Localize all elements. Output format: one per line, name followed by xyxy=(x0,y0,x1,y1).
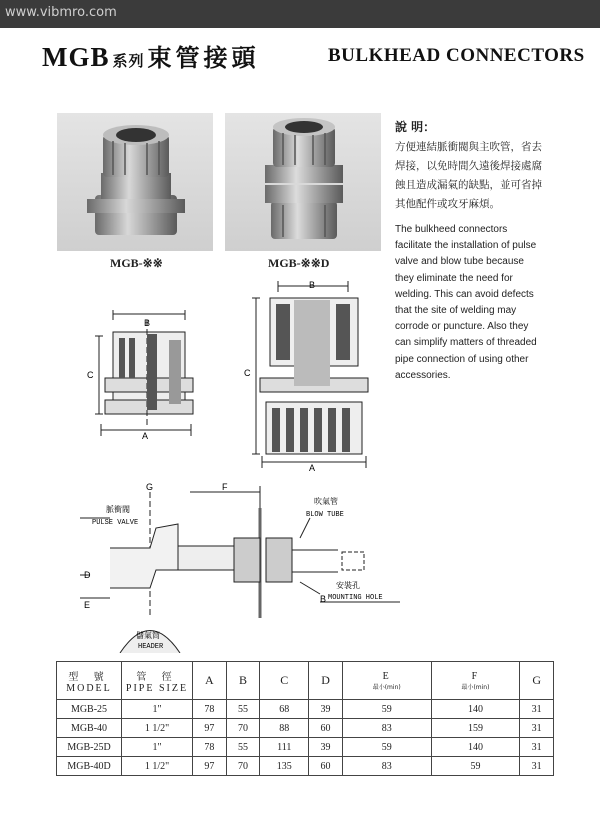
header-f: F 最小(min) xyxy=(431,662,520,700)
photo-caption-1: MGB-※※ xyxy=(110,256,163,270)
header-e: E 最小(min) xyxy=(342,662,431,700)
description-en-line: The bulkheed connectors xyxy=(395,224,508,235)
table-cell: 1" xyxy=(122,738,193,757)
table-cell: 60 xyxy=(309,757,343,776)
table-cell: 59 xyxy=(342,700,431,719)
description-en xyxy=(395,222,565,384)
table-cell: 70 xyxy=(226,719,260,738)
table-cell: 159 xyxy=(431,719,520,738)
table-header-row xyxy=(57,662,554,700)
description-zh-line: 焊接，以免時間久遠後焊接處腐 xyxy=(395,160,542,172)
page-title xyxy=(42,38,260,73)
dim-label-g: G xyxy=(146,482,154,492)
table-cell: 59 xyxy=(431,757,520,776)
header-d: D xyxy=(309,662,343,700)
dim-label-c: C xyxy=(87,370,94,380)
label-mounting-hole: MOUNTING HOLE xyxy=(328,594,383,602)
table-cell: 55 xyxy=(226,700,260,719)
dim-label-a: A xyxy=(141,431,149,440)
dim-label-a-2: A xyxy=(308,463,316,473)
connector-image xyxy=(57,113,213,251)
table-cell: 111 xyxy=(260,738,309,757)
dim-label-c-2: C xyxy=(244,368,251,378)
label-mounting-hole-zh: 安裝孔 xyxy=(336,581,360,590)
table-cell: 55 xyxy=(226,738,260,757)
product-photo-double xyxy=(225,113,381,251)
watermark: www.vibmro.com xyxy=(5,5,117,20)
table-cell: 78 xyxy=(193,738,227,757)
label-header: HEADER xyxy=(138,643,164,651)
table-cell: 31 xyxy=(520,700,554,719)
table-row xyxy=(57,757,554,776)
installation-diagram xyxy=(70,478,410,653)
description-zh-line: 蝕且造成漏氣的缺點，並可省掉 xyxy=(395,179,542,191)
section-drawing-single xyxy=(75,310,200,440)
dim-label-b: B xyxy=(143,318,151,328)
description-en-line: welding. This can avoid defects xyxy=(395,288,534,300)
dim-label-e: E xyxy=(84,600,91,610)
table-cell: 1 1/2" xyxy=(122,719,193,738)
table-cell: 39 xyxy=(309,700,343,719)
title-name-en: BULKHEAD CONNECTORS xyxy=(328,45,585,66)
label-blow-tube-zh: 吹氣管 xyxy=(314,497,338,506)
header-c: C xyxy=(260,662,309,700)
description-en-line: facilitate the installation of pulse xyxy=(395,240,537,252)
table-cell: 140 xyxy=(431,738,520,757)
table-row xyxy=(57,738,554,757)
table-row xyxy=(57,719,554,738)
product-photo-single xyxy=(57,113,213,251)
description-en-line: corrode or puncture. Also they xyxy=(395,321,529,333)
header-b: B xyxy=(226,662,260,700)
description-en-line: pipe connection of using other xyxy=(395,353,529,365)
table-cell: 88 xyxy=(260,719,309,738)
table-cell: 97 xyxy=(193,719,227,738)
description-en-line: that the site of welding may xyxy=(395,305,517,317)
table-cell: MGB-25 xyxy=(57,700,122,719)
label-blow-tube: BLOW TUBE xyxy=(306,511,344,519)
table-cell: 31 xyxy=(520,738,554,757)
header-pipe-size: 管 徑 PIPE SIZE xyxy=(122,662,193,700)
description-en-line: can simplify matters of threaded xyxy=(395,337,537,349)
table-cell: 1 1/2" xyxy=(122,757,193,776)
dim-label-b-3: B xyxy=(320,594,327,604)
title-model: MGB xyxy=(42,42,110,72)
table-cell: 59 xyxy=(342,738,431,757)
title-name-zh: 束管接頭 xyxy=(147,44,260,72)
description-en-line: they eliminate the need for xyxy=(395,272,513,284)
header-model: 型 號 MODEL xyxy=(57,662,122,700)
description-en-line: valve and blow tube because xyxy=(395,256,524,268)
table-cell: MGB-25D xyxy=(57,738,122,757)
description-en-line: accessories. xyxy=(395,369,451,381)
table-cell: 140 xyxy=(431,700,520,719)
dim-label-f: F xyxy=(222,482,228,492)
label-pulse-valve-zh: 脈衝閥 xyxy=(106,505,130,514)
table-cell: 78 xyxy=(193,700,227,719)
table-cell: 83 xyxy=(342,757,431,776)
section-drawing-double xyxy=(240,278,380,473)
label-header-zh: 儲氣筒 xyxy=(136,631,160,640)
label-pulse-valve: PULSE VALVE xyxy=(92,519,139,527)
table-cell: 39 xyxy=(309,738,343,757)
table-cell: 70 xyxy=(226,757,260,776)
table-cell: MGB-40D xyxy=(57,757,122,776)
table-cell: 83 xyxy=(342,719,431,738)
spec-table xyxy=(56,661,554,776)
description-zh xyxy=(395,138,555,214)
connector-double-image xyxy=(225,113,381,251)
description-zh-line: 其他配件或攻牙麻煩。 xyxy=(395,198,500,210)
table-cell: 1" xyxy=(122,700,193,719)
dim-label-b-2: B xyxy=(308,280,316,290)
table-cell: 60 xyxy=(309,719,343,738)
table-cell: 31 xyxy=(520,719,554,738)
header-g: G xyxy=(520,662,554,700)
dim-label-d: D xyxy=(84,570,91,580)
table-cell: 68 xyxy=(260,700,309,719)
header-a: A xyxy=(193,662,227,700)
table-cell: MGB-40 xyxy=(57,719,122,738)
description-heading: 說 明： xyxy=(395,120,436,134)
table-row xyxy=(57,700,554,719)
top-bar xyxy=(0,0,600,28)
table-cell: 135 xyxy=(260,757,309,776)
title-series: 系列 xyxy=(112,54,145,70)
spec-table-body xyxy=(57,700,554,776)
table-cell: 97 xyxy=(193,757,227,776)
table-cell: 31 xyxy=(520,757,554,776)
description-zh-line: 方便連結脈衝閥與主吹管，省去 xyxy=(395,141,542,153)
photo-caption-2: MGB-※※D xyxy=(268,256,330,270)
